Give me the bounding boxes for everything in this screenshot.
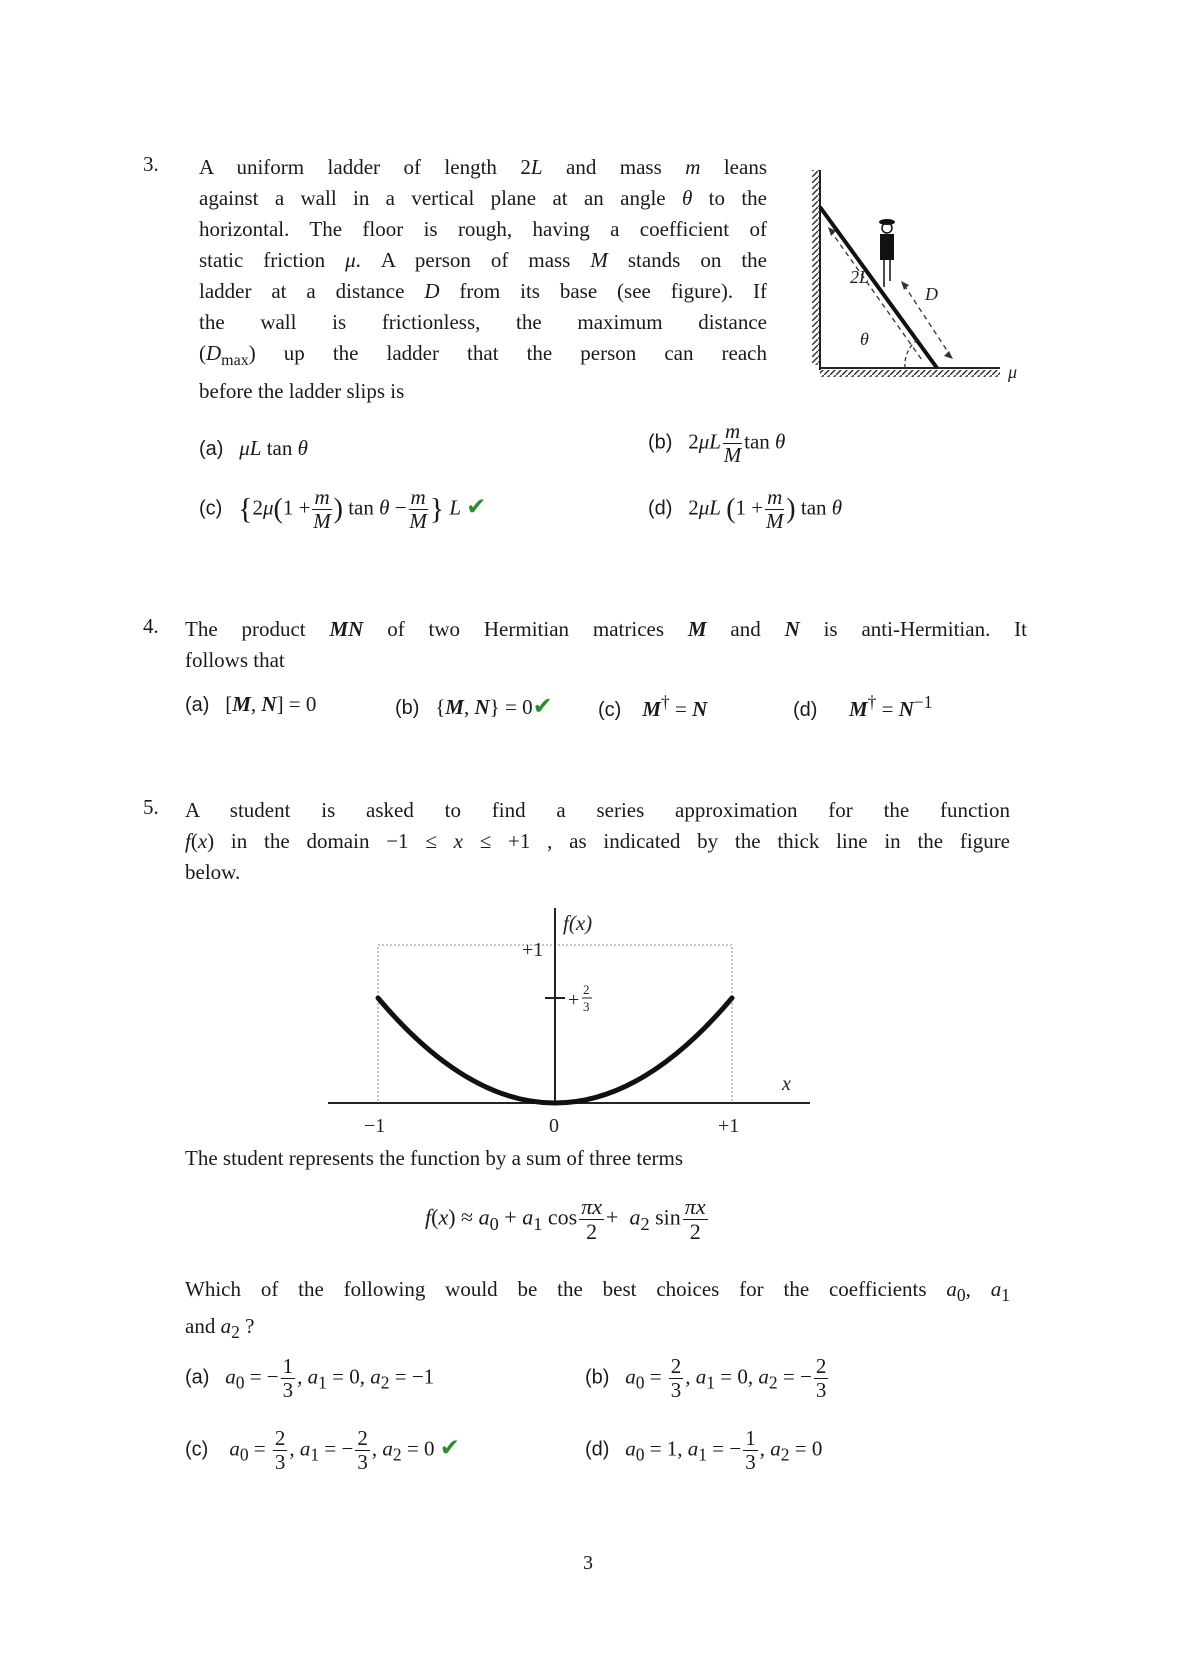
question-3-number: 3. [143, 152, 159, 176]
tick-label-two-thirds-num: 2 [583, 982, 590, 997]
q4-line-1: The product MN of two Hermitian matrices M and N is anti-Hermitian. It [185, 617, 1028, 641]
distance-arrowhead-bottom-icon [944, 351, 953, 359]
q3-option-a[interactable]: (a) μL tan θ [199, 436, 308, 460]
x-axis-label: x [782, 1073, 791, 1095]
q4-option-d[interactable]: (d) $M^\dagger = N^{-1}$ [793, 692, 933, 721]
q4-option-a[interactable]: (a) [M, N] = 0 [185, 692, 317, 716]
label-theta: θ [860, 329, 869, 349]
q5-which-text [185, 1274, 1010, 1348]
question-3-text [199, 152, 767, 407]
q3-correct-check-icon: ✔ [466, 492, 487, 521]
question-5-number: 5. [143, 795, 159, 819]
q5-line-1: A student is asked to find a series approximation for the function [185, 798, 1010, 822]
q3-option-d-label: (d) [648, 497, 673, 520]
label-D: D [925, 284, 938, 304]
q3-line-1: A uniform ladder of length 2L and mass m leans [199, 155, 767, 179]
person-icon [879, 219, 895, 287]
distance-arrowhead-top-icon [901, 281, 909, 290]
question-5-text [185, 795, 1010, 888]
tick-label-two-thirds-sign: + [568, 989, 580, 1011]
q3-line-3: horizontal. The floor is rough, having a coefficient of [199, 217, 767, 241]
q3-option-b-label: (b) [648, 431, 673, 454]
function-figure [320, 900, 820, 1140]
q5-option-a-label: (a) [185, 1366, 210, 1389]
q4-option-c-label: (c) [598, 699, 622, 721]
q5-which-line-2: and $a_2$ ? [185, 1314, 255, 1343]
q3-line-4: static friction μ. A person of mass M stands on the [199, 248, 767, 272]
q3-line-6: the wall is frictionless, the maximum distance [199, 310, 767, 334]
question-4-text [185, 614, 1027, 676]
q3-line-2: against a wall in a vertical plane at an angle θ to the [199, 186, 767, 210]
q4-option-d-label: (d) [793, 699, 818, 721]
q4-option-b[interactable]: (b) {M, N} = 0✔ [395, 692, 553, 720]
q3-option-b[interactable]: (b) 2μL $\frac{m}{M}$ tan θ [648, 419, 786, 468]
q5-option-b[interactable]: (b) $a_0$ = $\frac{2}{3}$ , $a_1 = 0$, $a_2$ = − $\frac{2}{3}$ [585, 1354, 827, 1403]
q5-option-c[interactable]: (c) $a_0$ = $\frac{2}{3}$ , $a_1$ = − $\frac{2}{3}$ , $a_2 = 0$ ✔ [185, 1426, 460, 1475]
question-4-number: 4. [143, 614, 159, 638]
x-tick-minus1: −1 [364, 1115, 386, 1137]
q3-line-8: before the ladder slips is [199, 379, 405, 404]
q3-option-c-label: (c) [199, 497, 223, 520]
q5-line-3: below. [185, 860, 241, 884]
floor-hatch [820, 370, 1000, 377]
q5-series-formula: $f(x) \approx a_0 + a_1$ cos $\frac{\pi x}{2}$ + $a_2$ sin $\frac{\pi x}{2}$ [425, 1194, 706, 1245]
q5-option-d-label: (d) [585, 1438, 610, 1461]
q5-option-d[interactable]: (d) $a_0 = 1$, $a_1$ = − $\frac{1}{3}$ , $a_2 = 0$ [585, 1426, 823, 1475]
q3-line-5: ladder at a distance D from its base (see figure). If [199, 279, 768, 303]
q5-sum-text: The student represents the function by a sum of three terms [185, 1146, 684, 1170]
length-arrow [830, 230, 922, 360]
y-axis-label: f(x) [563, 911, 593, 935]
q3-option-d[interactable]: (d) 2μL (1 + $\frac{m}{M}$ ) tan θ [648, 485, 843, 534]
q3-option-a-label: (a) [199, 438, 224, 460]
q4-option-a-label: (a) [185, 694, 210, 716]
q4-correct-check-icon: ✔ [532, 692, 553, 720]
wall-hatch [812, 170, 819, 365]
tick-label-plus1-y: +1 [522, 939, 544, 961]
q5-correct-check-icon: ✔ [439, 1433, 460, 1462]
q5-option-b-label: (b) [585, 1366, 610, 1389]
q5-option-c-label: (c) [185, 1438, 209, 1461]
q5-which-line-1: Which of the following would be the best choices for the coefficients $a_0$, $a_1$ [185, 1277, 1010, 1306]
x-tick-plus1: +1 [718, 1115, 740, 1137]
q4-option-b-label: (b) [395, 697, 420, 719]
tick-label-two-thirds-den: 3 [583, 999, 590, 1014]
label-mu: μ [1008, 362, 1018, 382]
label-2L: 2L [850, 267, 870, 287]
q3-option-c[interactable]: (c) {2μ(1 + $\frac{m}{M}$ ) tan θ − $\frac{m}{M}$ } L ✔ [199, 485, 487, 534]
ladder [820, 207, 937, 368]
q5-option-a[interactable]: (a) $a_0$ = − $\frac{1}{3}$ , $a_1 = 0$, $a_2 = -1$ [185, 1354, 435, 1403]
q4-option-c[interactable]: (c) M† = N [598, 692, 708, 721]
page-number: 3 [583, 1552, 593, 1574]
q4-line-2: follows that [185, 648, 285, 672]
x-tick-0: 0 [549, 1115, 559, 1137]
q5-line-2: f(x) in the domain −1 ≤ x ≤ +1 , as indicated by the thick line in the figure [185, 829, 1011, 853]
ladder-figure [800, 165, 1040, 395]
q3-line-7: $(D_{max})$ up the ladder that the person can reach [199, 341, 767, 370]
